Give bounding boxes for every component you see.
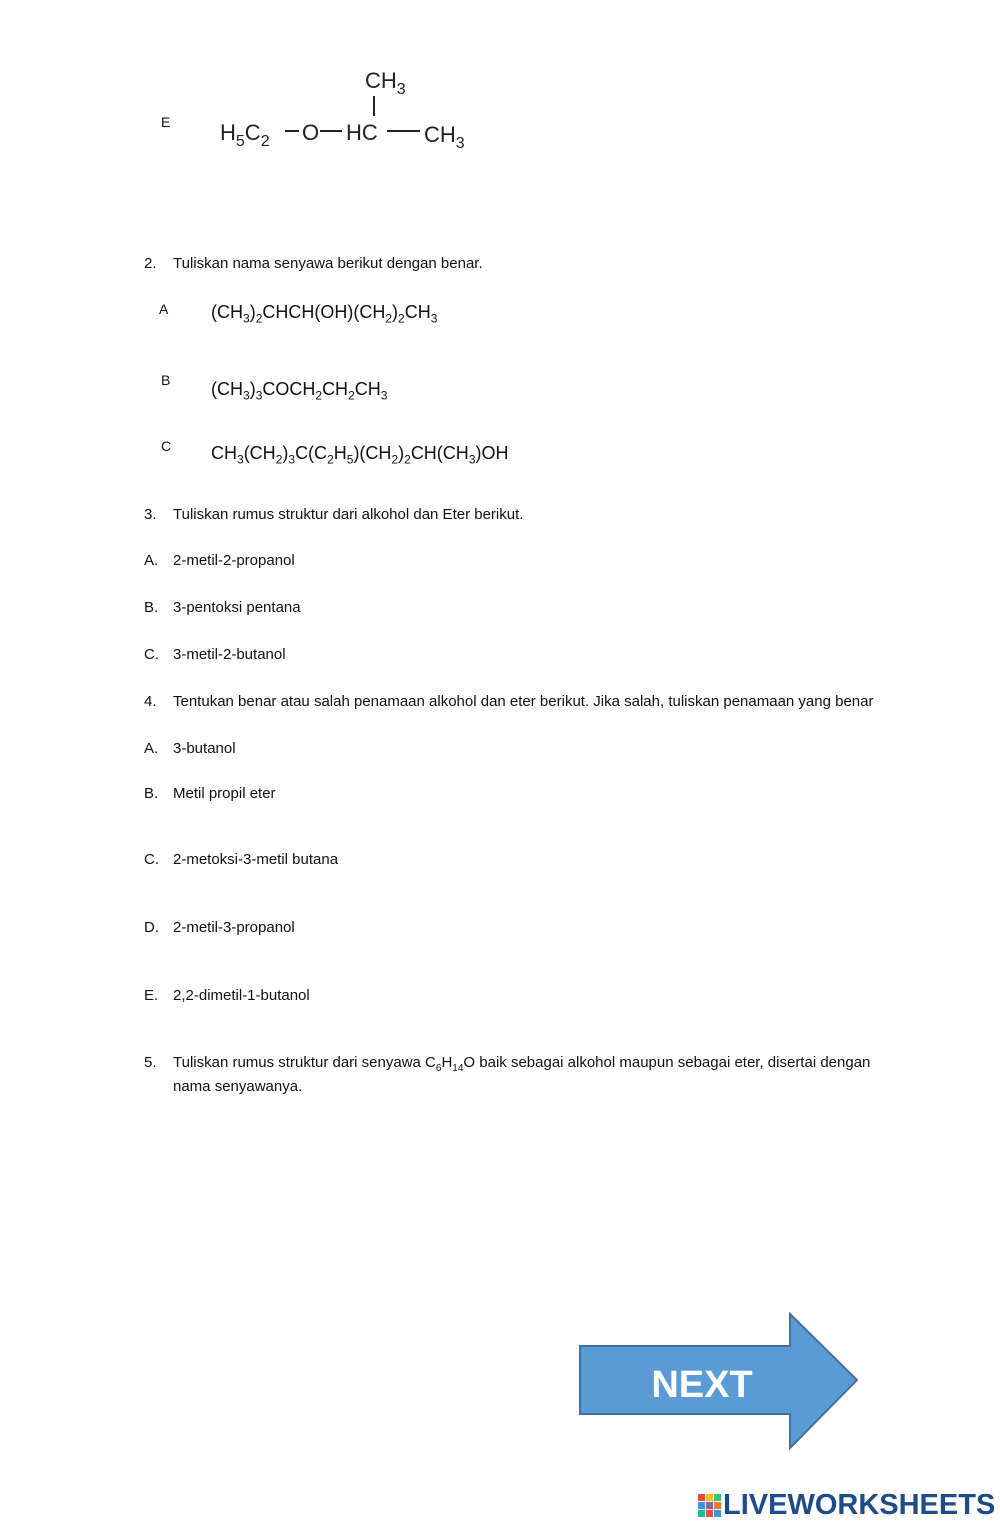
q4a-letter: A. bbox=[144, 740, 159, 757]
next-button-label: NEXT bbox=[651, 1364, 753, 1406]
q3c-letter: C. bbox=[144, 646, 159, 663]
q3-text: Tuliskan rumus struktur dari alkohol dan Eter berikut. bbox=[173, 506, 524, 523]
q2-number: 2. bbox=[144, 255, 157, 272]
q4c-letter: C. bbox=[144, 851, 159, 868]
q3b-letter: B. bbox=[144, 599, 159, 616]
structure-top-ch3: $CH_3$ bbox=[365, 68, 406, 98]
structure-o: O bbox=[302, 120, 320, 145]
q2c-formula: $CH_3(CH_2)_3C(C_2H_5)(CH_2)_2CH(CH_3)OH$ bbox=[211, 443, 509, 467]
q5-line2: nama senyawanya. bbox=[173, 1078, 303, 1095]
q4-text: Tentukan benar atau salah penamaan alkohol dan eter berikut. Jika salah, tuliskan penamaan yang benar bbox=[173, 693, 874, 710]
q5-line1-post: baik sebagai alkohol maupun sebagai eter, disertai dengan bbox=[475, 1054, 871, 1071]
q5-number: 5. bbox=[144, 1054, 157, 1071]
structure-left-h5c2: $H_5C_2$ bbox=[220, 120, 270, 150]
q4a-text: 3-butanol bbox=[173, 740, 236, 757]
q2b-letter: B bbox=[161, 372, 171, 388]
logo-icon bbox=[697, 1492, 723, 1520]
q2-text: Tuliskan nama senyawa berikut dengan benar. bbox=[173, 255, 483, 272]
q3b-text: 3-pentoksi pentana bbox=[173, 599, 301, 616]
q3c-text: 3-metil-2-butanol bbox=[173, 646, 286, 663]
next-button[interactable] bbox=[578, 1312, 860, 1452]
q3a-letter: A. bbox=[144, 552, 159, 569]
logo-text: LIVEWORKSHEETS bbox=[723, 1489, 996, 1521]
structure-right-ch3: $CH_3$ bbox=[424, 122, 465, 152]
q4b-text: Metil propil eter bbox=[173, 785, 276, 802]
structure-hc: HC bbox=[346, 120, 378, 145]
q2b-formula: $(CH_3)_3COCH_2CH_2CH_3$ bbox=[211, 379, 388, 403]
q4e-text: 2,2-dimetil-1-butanol bbox=[173, 987, 310, 1004]
q4c-text: 2-metoksi-3-metil butana bbox=[173, 851, 339, 868]
q5-line1-pre: Tuliskan rumus struktur dari senyawa bbox=[173, 1054, 426, 1071]
q2c-letter: C bbox=[161, 438, 172, 454]
q3-number: 3. bbox=[144, 506, 157, 523]
q4d-letter: D. bbox=[144, 919, 159, 936]
q2a-letter: A bbox=[159, 301, 169, 317]
liveworksheets-logo[interactable] bbox=[697, 1489, 995, 1522]
q1e-letter: E bbox=[161, 114, 171, 130]
q4b-letter: B. bbox=[144, 785, 159, 802]
q3a-text: 2-metil-2-propanol bbox=[173, 552, 295, 569]
q5-line1 bbox=[173, 1054, 870, 1074]
q4-number: 4. bbox=[144, 693, 157, 710]
q2a-formula: $(CH_3)_2CHCH(OH)(CH_2)_2CH_3$ bbox=[211, 302, 438, 326]
q4e-letter: E. bbox=[144, 987, 159, 1004]
q4d-text: 2-metil-3-propanol bbox=[173, 919, 295, 936]
q5-formula: $C_6H_{14}O$ bbox=[425, 1054, 476, 1074]
q1e-structure bbox=[215, 60, 490, 160]
